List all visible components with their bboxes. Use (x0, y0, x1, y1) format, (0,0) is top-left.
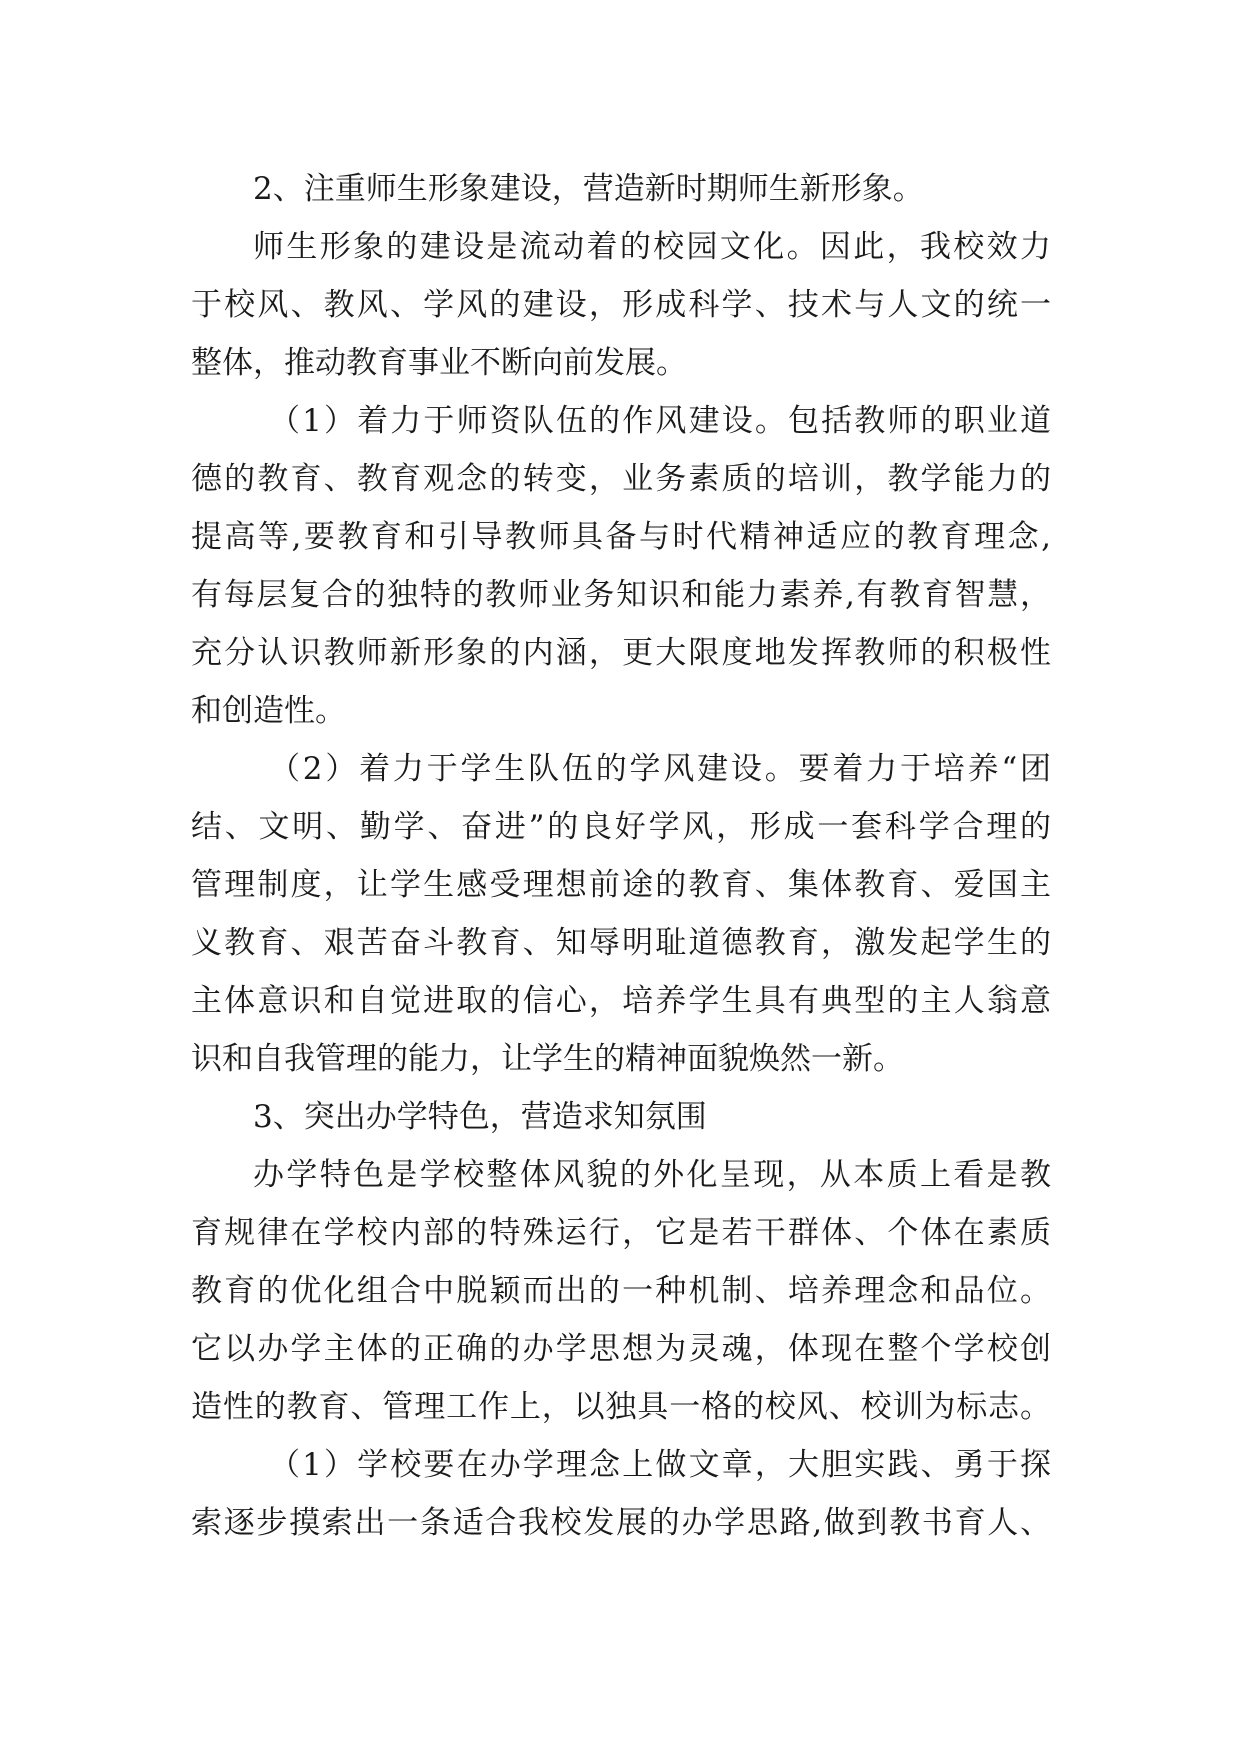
paragraph-line: 有每层复合的独特的教师业务知识和能力素养,有教育智慧， (191, 577, 1051, 613)
paragraph-line: 索逐步摸索出一条适合我校发展的办学思路,做到教书育人、 (191, 1505, 1051, 1541)
paragraph-line: 管理制度，让学生感受理想前途的教育、集体教育、爱国主 (191, 867, 1051, 903)
section-heading-3: 3、突出办学特色，营造求知氛围 (253, 1099, 707, 1135)
paragraph-line: 充分认识教师新形象的内涵，更大限度地发挥教师的积极性 (191, 635, 1051, 671)
paragraph-line: 提高等,要教育和引导教师具备与时代精神适应的教育理念, (191, 519, 1051, 555)
paragraph-line: （1）着力于师资队伍的作风建设。包括教师的职业道 (269, 403, 1051, 439)
paragraph-line: 主体意识和自觉进取的信心，培养学生具有典型的主人翁意 (191, 983, 1051, 1019)
paragraph-line: （2）着力于学生队伍的学风建设。要着力于培养“团 (269, 751, 1051, 787)
paragraph-line: 德的教育、教育观念的转变，业务素质的培训，教学能力的 (191, 461, 1051, 497)
paragraph-line: 整体，推动教育事业不断向前发展。 (191, 345, 687, 381)
paragraph-line: 办学特色是学校整体风貌的外化呈现，从本质上看是教 (253, 1157, 1051, 1193)
paragraph-line: 识和自我管理的能力，让学生的精神面貌焕然一新。 (191, 1041, 904, 1077)
document-body (191, 160, 1051, 1552)
paragraph-line: 教育的优化组合中脱颖而出的一种机制、培养理念和品位。 (191, 1273, 1051, 1309)
paragraph-line: 造性的教育、管理工作上，以独具一格的校风、校训为标志。 (191, 1389, 1051, 1425)
paragraph-line: 义教育、艰苦奋斗教育、知辱明耻道德教育，激发起学生的 (191, 925, 1051, 961)
paragraph-line: 于校风、教风、学风的建设，形成科学、技术与人文的统一 (191, 287, 1051, 323)
paragraph-line: 育规律在学校内部的特殊运行，它是若干群体、个体在素质 (191, 1215, 1051, 1251)
paragraph-line: 和创造性。 (191, 693, 346, 729)
paragraph-line: （1）学校要在办学理念上做文章，大胆实践、勇于探 (269, 1447, 1051, 1483)
paragraph-line: 它以办学主体的正确的办学思想为灵魂，体现在整个学校创 (191, 1331, 1051, 1367)
paragraph-line: 师生形象的建设是流动着的校园文化。因此，我校效力 (253, 229, 1051, 265)
paragraph-line: 结、文明、勤学、奋进”的良好学风，形成一套科学合理的 (191, 809, 1051, 845)
section-heading-2: 2、注重师生形象建设，营造新时期师生新形象。 (253, 171, 924, 207)
